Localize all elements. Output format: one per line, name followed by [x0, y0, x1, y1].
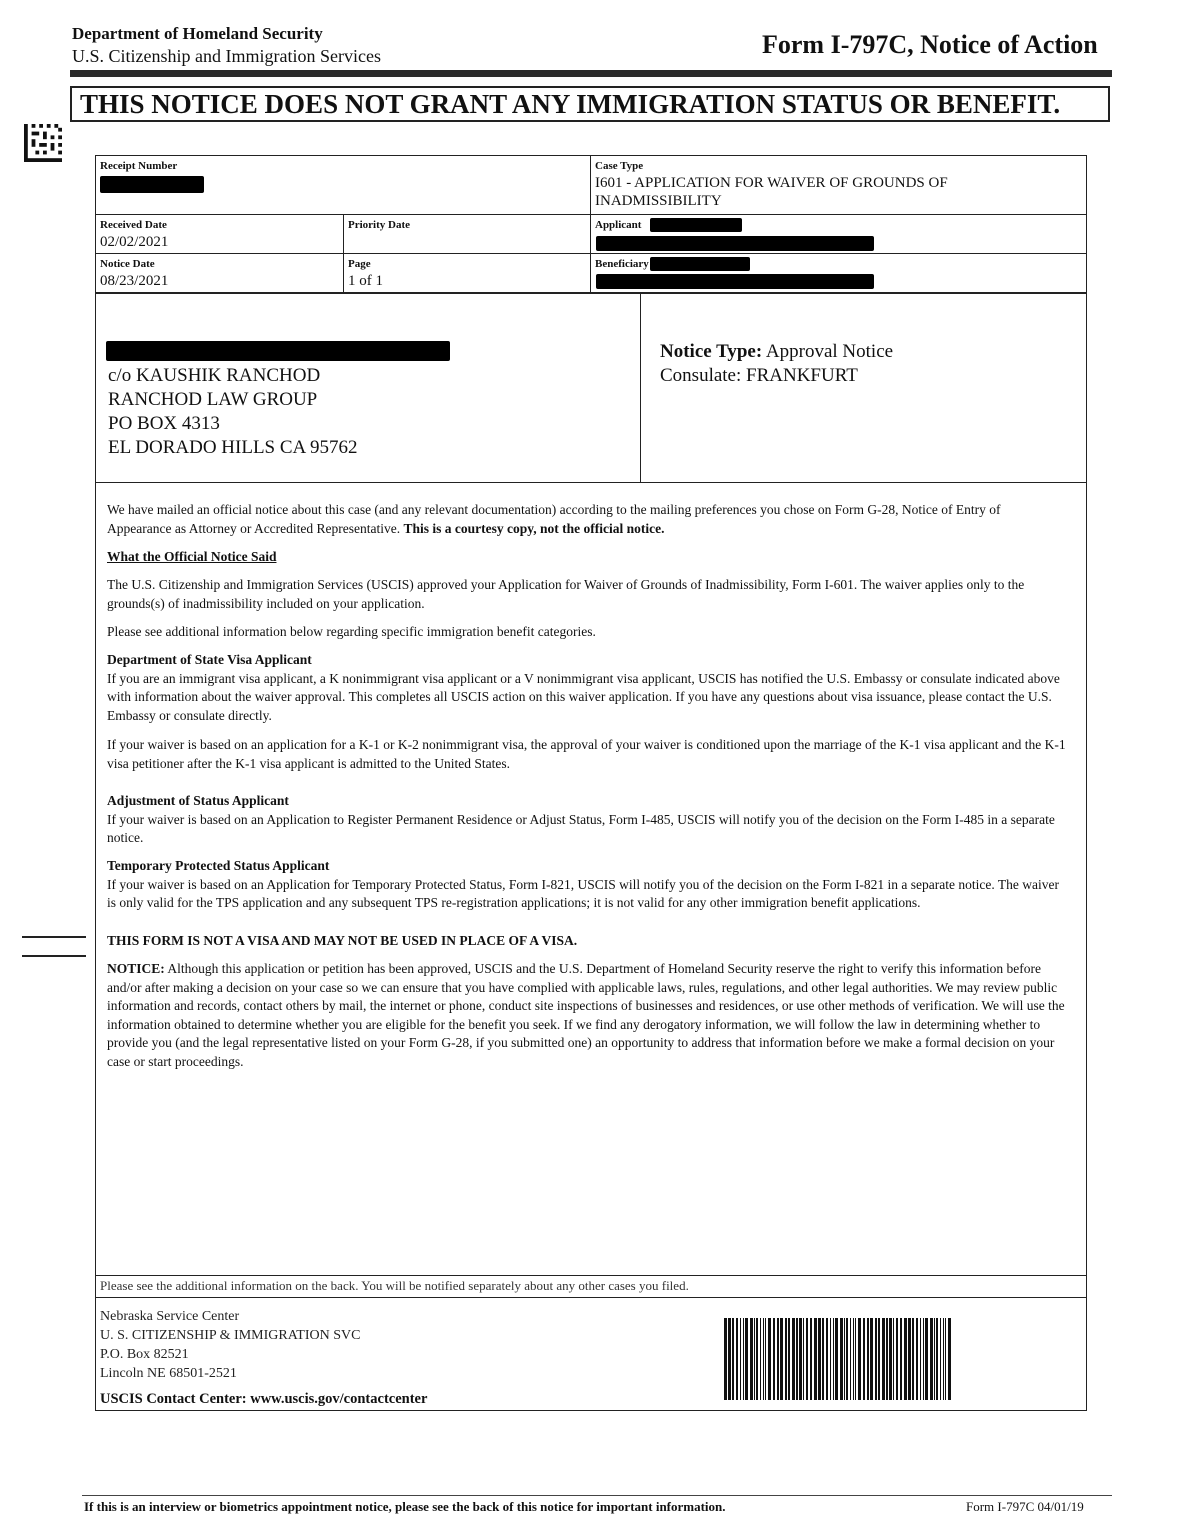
divider	[95, 253, 1087, 254]
back-info-note: Please see the additional information on the back. You will be notified separately about any other cases you filed.	[100, 1278, 689, 1293]
divider	[640, 292, 641, 482]
notice-text: Although this application or petition has been approved, USCIS and the U.S. Department of Homeland Security reserve the right to verify this information before and/or after making a decision on your case so we can ensure that you have complied with applicable laws, rules, regulations, and other legal authorities. We may review public information and records, contact others by mail, the internet or phone, conduct site inspections of businesses and residences, or use other methods of verification. We will use the information obtained to determine whether you are eligible for the benefit you seek. If we find any derogatory information, we will follow the law in determining whether to provide you (and the legal representative listed on your Form G-28, if you submitted one) an opportunity to address that information before we make a formal decision on your case or start proceedings.	[107, 961, 1065, 1069]
barcode-bar	[850, 1318, 851, 1400]
barcode-bar	[863, 1318, 865, 1400]
dos-text: If you are an immigrant visa applicant, a K nonimmigrant visa applicant or a V nonimmigrant visa applicant, USCIS has notified the U.S. Embassy or consulate indicated above with information about the waiver approval. This completes all USCIS action on this waiver application. If you have any questions about visa issuance, please contact the U.S. Embassy or consulate directly.	[107, 670, 1060, 723]
bottom-rule	[82, 1495, 1112, 1496]
barcode-icon	[724, 1318, 952, 1400]
aos-text: If your waiver is based on an Application to Register Permanent Residence or Adjust Status, Form I-485, USCIS will notify you of the decision on the Form I-485 in a separate notice.	[107, 811, 1055, 845]
beneficiary-label: Beneficiary	[595, 258, 649, 270]
barcode-bar	[765, 1318, 766, 1400]
barcode-bar	[867, 1318, 869, 1400]
tps-section	[107, 857, 1067, 913]
page-label: Page	[348, 258, 371, 270]
barcode-bar	[936, 1318, 938, 1400]
barcode-bar	[853, 1318, 854, 1400]
receipt-number-label: Receipt Number	[100, 160, 178, 172]
barcode-bar	[803, 1318, 804, 1400]
form-title: Form I-797C, Notice of Action	[762, 30, 1098, 59]
barcode-bar	[840, 1318, 843, 1400]
k1-paragraph: If your waiver is based on an application for a K-1 or K-2 nonimmigrant visa, the approval of your waiver is conditioned upon the marriage of the K-1 visa applicant and the K-1 visa petitioner after the K-1 visa applicant is admitted to the United States.	[107, 737, 1066, 771]
barcode-bar	[736, 1318, 738, 1400]
redacted-applicant-name	[596, 236, 874, 251]
aos-section	[107, 792, 1067, 848]
barcode-bar	[792, 1318, 795, 1400]
barcode-bar	[875, 1318, 877, 1400]
barcode-bar	[934, 1318, 935, 1400]
barcode-bar	[846, 1318, 848, 1400]
header-rule	[70, 70, 1112, 77]
barcode-bar	[818, 1318, 821, 1400]
case-type-label: Case Type	[595, 160, 644, 172]
barcode-bar	[882, 1318, 885, 1400]
barcode-bar	[768, 1318, 771, 1400]
divider	[95, 482, 1087, 483]
barcode-bar	[760, 1318, 761, 1400]
barcode-bar	[925, 1318, 928, 1400]
case-type-value-cont: INADMISSIBILITY	[595, 193, 722, 209]
address-line: RANCHOD LAW GROUP	[108, 389, 318, 410]
barcode-bar	[773, 1318, 775, 1400]
section-title: What the Official Notice Said	[107, 549, 277, 564]
barcode-bar	[814, 1318, 817, 1400]
agency-name: Department of Homeland Security	[72, 24, 323, 43]
notice-date-value: 08/23/2021	[100, 273, 169, 289]
redacted-beneficiary-name	[596, 274, 874, 289]
barcode-bar	[799, 1318, 802, 1400]
aos-title: Adjustment of Status Applicant	[107, 793, 289, 808]
received-date-value: 02/02/2021	[100, 234, 169, 250]
barcode-bar	[788, 1318, 790, 1400]
barcode-bar	[833, 1318, 834, 1400]
divider	[95, 292, 1087, 294]
biometrics-note: If this is an interview or biometrics appointment notice, please see the back of this notice for important information.	[84, 1499, 726, 1514]
intro-paragraph	[107, 501, 1067, 538]
barcode-bar	[728, 1318, 731, 1400]
return-address	[100, 1307, 360, 1383]
notice-label: NOTICE:	[107, 961, 165, 976]
address-line: PO BOX 4313	[108, 413, 220, 434]
barcode-bar	[810, 1318, 812, 1400]
barcode-bar	[796, 1318, 798, 1400]
tps-text: If your waiver is based on an Application for Temporary Protected Status, Form I-821, USCIS will notify you of the decision on the Form I-821 in a separate notice. The waiver is only valid for the TPS application and any subsequent TPS re-registration applications; it is not valid for any other immigration benefit applications.	[107, 876, 1059, 910]
return-address-line: Nebraska Service Center	[100, 1309, 240, 1324]
barcode-bar	[943, 1318, 944, 1400]
barcode-bar	[806, 1318, 808, 1400]
notice-type-label: Notice Type:	[660, 341, 763, 362]
barcode-bar	[920, 1318, 921, 1400]
divider	[95, 1275, 1087, 1276]
address-line: EL DORADO HILLS CA 95762	[108, 437, 358, 458]
dos-section	[107, 651, 1067, 725]
barcode-bar	[912, 1318, 914, 1400]
not-visa-warning: THIS FORM IS NOT A VISA AND MAY NOT BE USED IN PLACE OF A VISA.	[107, 933, 578, 948]
form-edition: Form I-797C 04/01/19	[966, 1499, 1084, 1514]
barcode-bar	[870, 1318, 873, 1400]
redacted-receipt-number	[100, 176, 204, 193]
barcode-bar	[756, 1318, 758, 1400]
notice-type-block	[660, 340, 893, 388]
subagency-name: U.S. Citizenship and Immigration Services	[72, 46, 381, 66]
barcode-bar	[835, 1318, 838, 1400]
barcode-bar	[743, 1318, 744, 1400]
barcode-bar	[745, 1318, 748, 1400]
additional-info-paragraph: Please see additional information below regarding specific immigration benefit categories.	[107, 624, 596, 639]
barcode-bar	[826, 1318, 828, 1400]
priority-date-label: Priority Date	[348, 219, 410, 231]
barcode-bar	[904, 1318, 907, 1400]
barcode-bar	[785, 1318, 787, 1400]
redacted-beneficiary-id	[650, 257, 750, 271]
return-address-line: P.O. Box 82521	[100, 1347, 189, 1362]
barcode-bar	[896, 1318, 898, 1400]
barcode-bar	[878, 1318, 880, 1400]
notice-date-label: Notice Date	[100, 258, 155, 270]
barcode-bar	[750, 1318, 753, 1400]
barcode-bar	[822, 1318, 824, 1400]
address-line: c/o KAUSHIK RANCHOD	[108, 365, 321, 386]
margin-mark	[22, 955, 86, 957]
barcode-bar	[780, 1318, 783, 1400]
redacted-applicant-id	[650, 218, 742, 232]
consulate: Consulate: FRANKFURT	[660, 365, 858, 386]
barcode-bar	[855, 1318, 856, 1400]
barcode-bar	[858, 1318, 861, 1400]
barcode-bar	[923, 1318, 924, 1400]
contact-center: USCIS Contact Center: www.uscis.gov/contactcenter	[100, 1391, 428, 1407]
dos-title: Department of State Visa Applicant	[107, 652, 312, 667]
courtesy-copy-note: This is a courtesy copy, not the official notice.	[403, 520, 665, 536]
barcode-bar	[724, 1318, 727, 1400]
page-value: 1 of 1	[348, 273, 383, 289]
approval-paragraph: The U.S. Citizenship and Immigration Services (USCIS) approved your Application for Waiver of Grounds of Inadmissibility, Form I-601. The waiver applies only to the grounds(s) of inadmissibility included on your application.	[107, 577, 1025, 611]
barcode-bar	[945, 1318, 946, 1400]
barcode-bar	[893, 1318, 894, 1400]
divider	[95, 1297, 1087, 1298]
redacted-recipient-name	[106, 341, 450, 361]
barcode-bar	[830, 1318, 831, 1400]
barcode-bar	[844, 1318, 845, 1400]
return-address-line: U. S. CITIZENSHIP & IMMIGRATION SVC	[100, 1328, 361, 1343]
barcode-bar	[900, 1318, 902, 1400]
barcode-bar	[732, 1318, 734, 1400]
legal-notice	[107, 960, 1067, 1071]
barcode-bar	[889, 1318, 892, 1400]
barcode-bar	[886, 1318, 888, 1400]
case-type-value: I601 - APPLICATION FOR WAIVER OF GROUNDS OF	[595, 175, 948, 191]
barcode-bar	[930, 1318, 933, 1400]
barcode-bar	[777, 1318, 779, 1400]
barcode-bar	[940, 1318, 941, 1400]
barcode-bar	[948, 1318, 951, 1400]
mailing-address	[108, 364, 357, 460]
barcode-bar	[740, 1318, 741, 1400]
tps-title: Temporary Protected Status Applicant	[107, 858, 330, 873]
barcode-bar	[763, 1318, 764, 1400]
margin-mark	[22, 936, 86, 938]
return-address-line: Lincoln NE 68501-2521	[100, 1366, 237, 1381]
barcode-bar	[754, 1318, 755, 1400]
notice-type-value: Approval Notice	[765, 341, 894, 362]
barcode-bar	[908, 1318, 911, 1400]
received-date-label: Received Date	[100, 219, 167, 231]
divider	[95, 214, 1087, 215]
divider	[590, 155, 591, 292]
barcode-bar	[916, 1318, 918, 1400]
applicant-label: Applicant	[595, 219, 642, 231]
status-warning: THIS NOTICE DOES NOT GRANT ANY IMMIGRATION STATUS OR BENEFIT.	[70, 86, 1110, 122]
datamatrix-code-icon	[24, 124, 62, 162]
intro-text: We have mailed an official notice about this case (and any relevant documentation) according to the mailing preferences you chose on Form G-28, Notice of Entry of Appearance as Attorney or Accredited Representative.	[107, 502, 1001, 536]
